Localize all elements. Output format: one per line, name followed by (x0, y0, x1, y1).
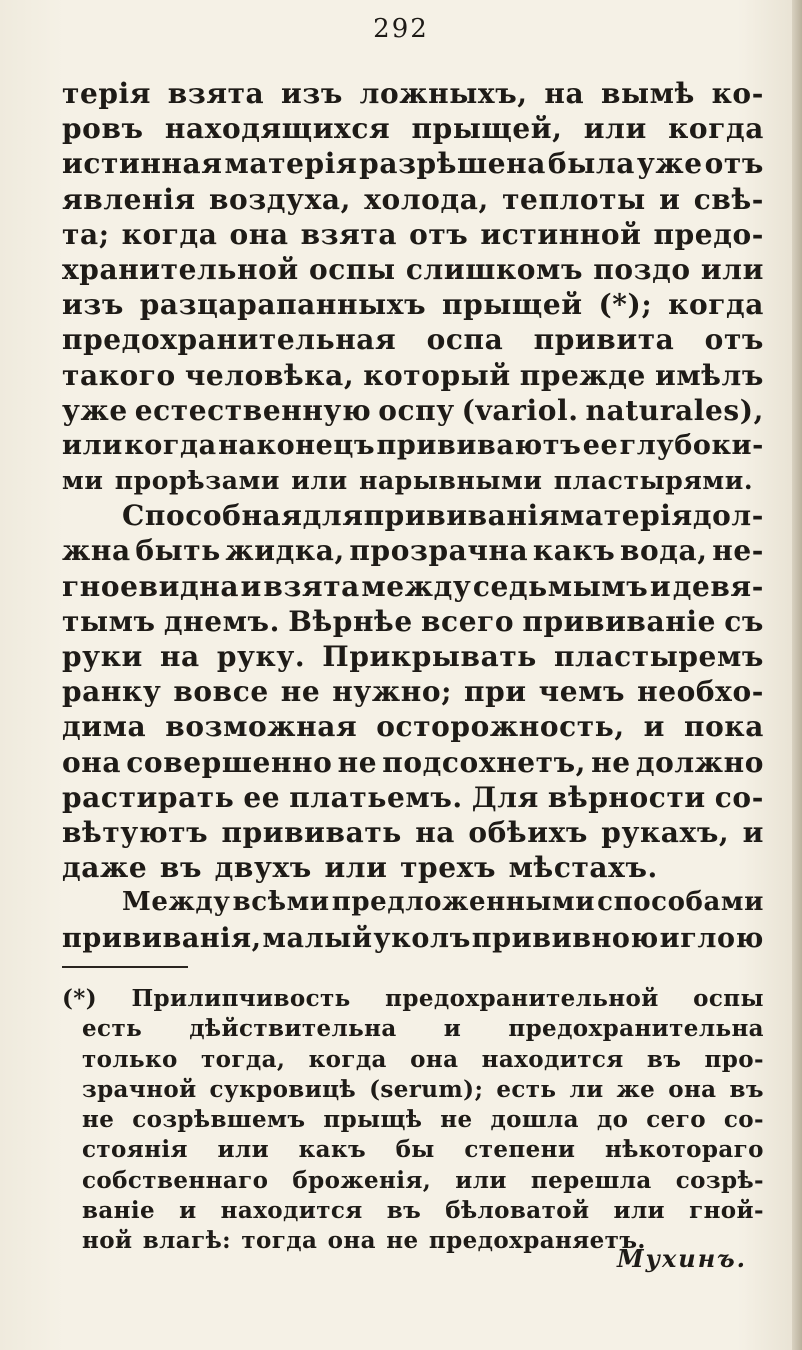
word: ее (582, 429, 619, 461)
word: зрачной (82, 1075, 197, 1103)
word: когда (121, 217, 218, 251)
footnote-line (62, 1075, 764, 1105)
word: прививать (221, 815, 402, 849)
word: дѣйствительна (189, 1015, 397, 1043)
text-line (62, 921, 764, 956)
word: ложныхъ, (359, 77, 528, 110)
word: гной- (689, 1197, 764, 1225)
word: она (410, 1045, 459, 1073)
word: должно (635, 745, 764, 779)
page-edge (792, 0, 802, 1350)
main-text (62, 76, 764, 956)
word: созрѣ- (675, 1166, 764, 1194)
word: влагѣ: (142, 1227, 232, 1255)
text-line (62, 252, 764, 287)
word: возможная (165, 710, 358, 744)
word: предохранительной (385, 985, 659, 1012)
word: или (217, 1136, 270, 1164)
word: только (82, 1045, 178, 1073)
text-line (62, 569, 764, 604)
word: на (415, 815, 456, 849)
text-line (62, 428, 764, 463)
word: со- (723, 1106, 764, 1134)
word: и (649, 569, 672, 603)
word: ной (82, 1227, 133, 1255)
footnote-line (62, 1196, 764, 1226)
word: или (455, 1166, 507, 1194)
word: подсохнетъ, (382, 745, 587, 779)
text-line (62, 639, 764, 674)
word: прививанія, (62, 922, 262, 954)
word: между (361, 569, 472, 603)
text-line (62, 780, 764, 815)
word: дима (62, 710, 147, 744)
word: она (668, 1075, 717, 1103)
word: бы (395, 1136, 435, 1164)
text-line (62, 850, 764, 885)
word: какъ (298, 1136, 366, 1164)
word: ровъ (62, 112, 144, 146)
word: растирать (62, 780, 235, 814)
word: же (616, 1075, 656, 1103)
word: Между (122, 887, 231, 918)
word: прорѣзами (114, 466, 281, 496)
word: ко- (711, 77, 764, 110)
word: предохраняетъ. (428, 1227, 646, 1255)
word: въ (729, 1075, 764, 1103)
word: прививанія (363, 499, 561, 533)
word: терія (62, 77, 152, 110)
word: или (291, 466, 348, 496)
word: способами (597, 887, 764, 918)
text-line (62, 709, 764, 744)
word: совершенно (126, 745, 333, 779)
word: не (386, 1227, 419, 1255)
word: пластырями. (553, 466, 754, 496)
word: естественную (134, 393, 372, 427)
word: собственнаго (82, 1166, 269, 1194)
footnote-line (62, 1135, 764, 1165)
word: не (591, 745, 631, 779)
word: она (229, 217, 289, 251)
author-signature: Мухинъ. (617, 1244, 747, 1273)
word: и (443, 1015, 462, 1043)
word: (serum); (369, 1075, 484, 1103)
word: Вѣрнѣе (288, 604, 413, 638)
word: ли (569, 1075, 604, 1103)
word: нужно; (332, 675, 453, 709)
word: ее (243, 780, 281, 814)
word: прививаютъ (376, 429, 582, 461)
word: на (544, 77, 585, 110)
word: иглою (659, 922, 764, 954)
word: предохранительная (62, 323, 397, 357)
word: ми (62, 466, 104, 496)
word: та; (62, 217, 110, 251)
word: истинной (480, 217, 642, 251)
text-line (62, 463, 764, 498)
word: (*); (598, 288, 653, 322)
word: изъ (62, 288, 124, 322)
word: вымѣ (600, 77, 695, 110)
word: сего (646, 1106, 706, 1134)
footnote-line (62, 984, 764, 1014)
word: когда (668, 112, 764, 146)
word: не- (712, 534, 764, 568)
word: Способная (122, 499, 303, 533)
word: вѣтуютъ (62, 815, 209, 849)
word: пока (684, 710, 764, 744)
word: или (62, 429, 123, 461)
word: оспы (308, 252, 396, 286)
word: находится (481, 1045, 624, 1073)
word: въ (159, 851, 203, 885)
word: уже (636, 147, 703, 181)
word: обѣихъ (468, 815, 588, 849)
word: оспы (693, 985, 764, 1012)
word: не (440, 1106, 473, 1134)
footnote-line (62, 1166, 764, 1196)
word: когда (308, 1045, 387, 1073)
word: перешла (530, 1166, 652, 1194)
word: хранительной (62, 252, 299, 286)
word: изъ (281, 77, 343, 110)
word: тымъ (62, 604, 156, 638)
word: вода, (619, 534, 708, 568)
word: со- (714, 780, 764, 814)
word: степени (464, 1136, 576, 1164)
word: нарывными (359, 466, 543, 496)
word: матерія (560, 499, 693, 533)
word: уколъ (373, 922, 471, 954)
paragraph-first-line (62, 885, 764, 920)
word: стоянія (82, 1136, 188, 1164)
word: даже (62, 851, 148, 885)
word: не (280, 675, 321, 709)
word: прививаніе (522, 604, 716, 638)
word: гноевидна (62, 569, 240, 603)
word: при (464, 675, 527, 709)
text-line (62, 674, 764, 709)
text-line (62, 604, 764, 639)
word: не (337, 745, 378, 779)
footnote-rule (62, 966, 188, 968)
word: руку. (216, 640, 306, 673)
word: быть (135, 534, 221, 568)
word: или (324, 851, 388, 885)
word: матерія (224, 147, 358, 181)
word: про- (704, 1045, 764, 1073)
word: и (643, 710, 666, 744)
word: и (240, 569, 262, 603)
word: и (179, 1197, 197, 1225)
word: прыщѣ (323, 1106, 423, 1134)
word: дошла (490, 1106, 579, 1134)
word: прозрачна (349, 534, 529, 568)
word: платьемъ. (289, 780, 463, 814)
word: наконецъ (218, 429, 376, 461)
word: нѣкотораго (604, 1136, 764, 1164)
word: всѣми (232, 887, 330, 918)
word: прыщей, (411, 112, 563, 146)
word: и (742, 815, 764, 849)
word: уже (62, 393, 128, 427)
word: девя- (672, 569, 764, 603)
word: на (159, 640, 200, 673)
text-line (62, 533, 764, 568)
word: для (302, 499, 364, 533)
footnote-line (62, 1105, 764, 1135)
word: имѣлъ (654, 358, 764, 392)
text-line (62, 287, 764, 322)
word: она (62, 745, 122, 779)
word: малый (262, 922, 373, 954)
text-line (62, 815, 764, 850)
word: холода, (364, 182, 489, 216)
word: отъ (704, 323, 764, 357)
word: истинная (62, 147, 223, 181)
word: свѣ- (693, 182, 764, 216)
word: разрѣшена (359, 147, 546, 181)
paragraph-first-line (62, 498, 764, 533)
word: Для (471, 780, 539, 814)
word: вѣрности (547, 780, 706, 814)
word: всего (420, 604, 515, 638)
word: сукровицѣ (209, 1075, 357, 1103)
text-line (62, 182, 764, 217)
word: жидка, (225, 534, 345, 568)
word: трехъ (400, 851, 497, 885)
text-line (62, 358, 764, 393)
word: жна (62, 534, 131, 568)
word: предохранительна (508, 1015, 764, 1043)
word: тогда, (201, 1045, 286, 1073)
text-line (62, 146, 764, 181)
word: такого (62, 358, 176, 392)
word: седьмымъ (472, 569, 649, 603)
word: или (613, 1197, 666, 1225)
word: вовсе (173, 675, 269, 709)
word: есть (496, 1075, 557, 1103)
word: необхо- (637, 675, 764, 709)
word: находится (220, 1197, 363, 1225)
text-line (62, 745, 764, 780)
word: взята (300, 217, 398, 251)
word: ваніе (82, 1197, 156, 1225)
word: Прилипчивость (131, 985, 351, 1012)
word: есть (82, 1015, 143, 1043)
word: чемъ (538, 675, 626, 709)
word: рукахъ, (601, 815, 730, 849)
word: двухъ (214, 851, 312, 885)
word: ранку (62, 675, 162, 709)
text-line (62, 111, 764, 146)
word: или (583, 112, 647, 146)
word: воздуха, (209, 182, 351, 216)
word: слишкомъ (405, 252, 584, 286)
word: броженія, (292, 1166, 432, 1194)
word: отъ (704, 147, 764, 181)
word: когда (124, 429, 217, 461)
word: осторожность, (376, 710, 625, 744)
word: пластыремъ (553, 640, 764, 673)
word: явленія (62, 182, 196, 216)
word: отъ (409, 217, 469, 251)
word: или (700, 252, 764, 286)
word: когда (668, 288, 764, 322)
word: мѣстахъ. (508, 851, 658, 885)
page-number: 292 (373, 14, 429, 44)
word: naturales), (585, 393, 764, 427)
word: взята (167, 77, 265, 110)
word: она (327, 1227, 376, 1255)
footnote-line (62, 1014, 764, 1044)
footnote (62, 984, 764, 1257)
word: бѣловатой (445, 1197, 590, 1225)
word: прививною (471, 922, 659, 954)
word: была (547, 147, 635, 181)
word: человѣка, (184, 358, 355, 392)
text-line (62, 217, 764, 252)
word: не (82, 1106, 115, 1134)
word: Прикрывать (322, 640, 537, 673)
word: (variol. (461, 393, 579, 427)
word: дол- (692, 499, 764, 533)
word: оспу (378, 393, 455, 427)
text-line (62, 76, 764, 111)
word: который (363, 358, 511, 392)
word: и (659, 182, 681, 216)
text-line (62, 322, 764, 357)
text-line (62, 393, 764, 428)
word: взята (263, 569, 360, 603)
word: поздо (593, 252, 691, 286)
word: оспа (426, 323, 504, 357)
word: какъ (532, 534, 616, 568)
word: съ (724, 604, 764, 638)
word: тогда (241, 1227, 318, 1255)
word: днемъ. (163, 604, 280, 638)
word: (*) (62, 985, 97, 1012)
footnote-line (62, 1045, 764, 1075)
word: предложенными (331, 887, 596, 918)
word: глубоки- (619, 429, 764, 461)
word: до (596, 1106, 629, 1134)
word: разцарапанныхъ (139, 288, 427, 322)
word: въ (646, 1045, 682, 1073)
word: находящихся (164, 112, 391, 146)
word: привита (533, 323, 675, 357)
word: созрѣвшемъ (132, 1106, 306, 1134)
word: теплоты (502, 182, 646, 216)
word: прежде (519, 358, 646, 392)
word: прыщей (441, 288, 583, 322)
word: предо- (653, 217, 764, 251)
word: руки (62, 640, 143, 673)
word: въ (386, 1197, 422, 1225)
